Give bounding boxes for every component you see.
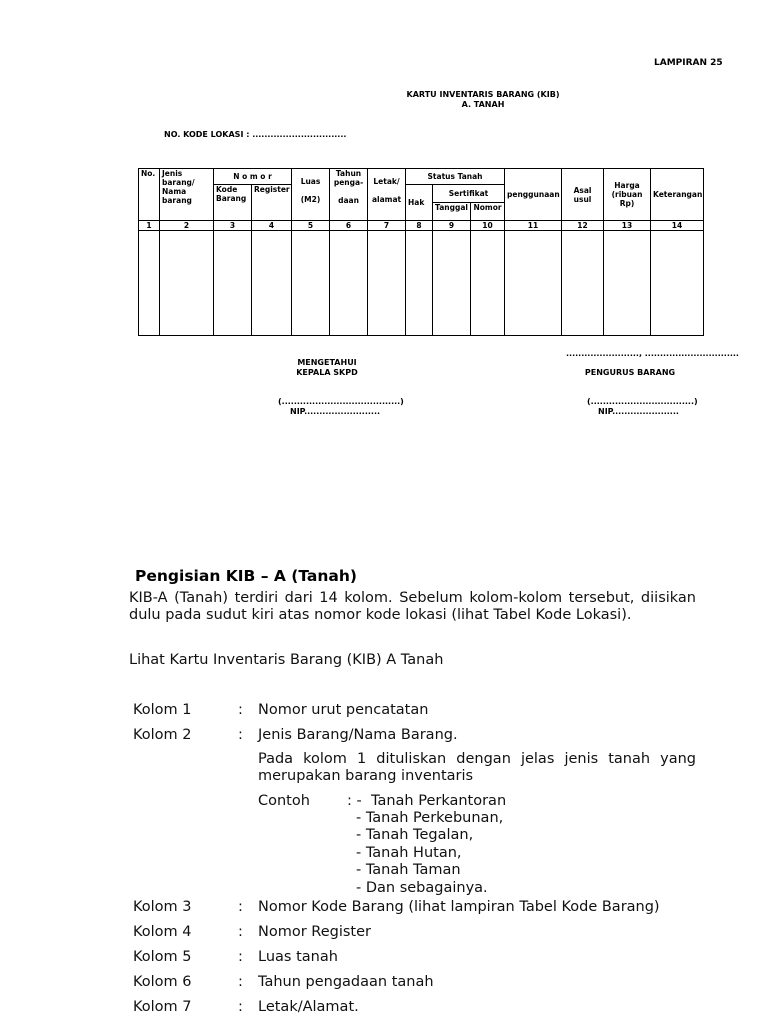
kolom-label: Kolom 4 (133, 924, 192, 940)
header-tanggal: Tanggal (433, 203, 471, 221)
intro-paragraph: KIB-A (Tanah) terdiri dari 14 kolom. Sebelum kolom-kolom tersebut, diisikan dulu pada sudut kiri atas nomor kode lokasi (lihat Tabel Kode Lokasi). (129, 590, 696, 623)
kolom-label: Kolom 2 (133, 727, 192, 743)
header-status-tanah: Status Tanah (406, 169, 505, 185)
kolom-colon: : (238, 974, 243, 990)
kolom-label: Kolom 5 (133, 949, 192, 965)
kolom-label: Kolom 6 (133, 974, 192, 990)
col-number: 10 (471, 221, 505, 231)
kolom-desc: Nomor Register (258, 924, 371, 940)
nip-line-left: NIP......................... (290, 407, 381, 416)
column-number-row (139, 221, 704, 231)
kolom-desc: Luas tanah (258, 949, 338, 965)
inventory-table (138, 168, 704, 336)
header-hak: Hak (406, 185, 433, 221)
header-penggunaan: penggunaan (505, 169, 562, 221)
col-number: 6 (330, 221, 368, 231)
kepala-skpd-label: KEPALA SKPD (296, 368, 358, 377)
col-number: 9 (433, 221, 471, 231)
section-heading: Pengisian KIB – A (Tanah) (135, 567, 358, 585)
pengurus-barang-label: PENGURUS BARANG (584, 368, 676, 377)
kolom-desc: Jenis Barang/Nama Barang. (258, 727, 458, 743)
col-number: 2 (160, 221, 214, 231)
col-number: 8 (406, 221, 433, 231)
example-item: - Dan sebagainya. (356, 880, 488, 896)
kolom-desc: Tahun pengadaan tanah (258, 974, 434, 990)
col-number: 3 (214, 221, 252, 231)
signature-line-right: (..................................) (587, 397, 698, 406)
header-register: Register (252, 185, 292, 221)
col-number: 14 (651, 221, 704, 231)
kolom-label: Kolom 3 (133, 899, 192, 915)
sign-date-line: ........................, ............................... (566, 349, 739, 358)
mengetahui-label: MENGETAHUI (297, 358, 357, 367)
header-keterangan: Keterangan (651, 169, 704, 221)
example-item: Tanah Perkantoran (371, 793, 507, 809)
col-number: 4 (252, 221, 292, 231)
header-sertifikat: Sertifikat (433, 185, 505, 203)
contoh-label: Contoh (258, 793, 310, 809)
example-item: - Tanah Hutan, (356, 845, 462, 861)
reference-paragraph: Lihat Kartu Inventaris Barang (KIB) A Tanah (129, 652, 444, 668)
empty-body-row (139, 231, 704, 336)
kolom-colon: : (238, 924, 243, 940)
kolom-colon: : (238, 999, 243, 1015)
col-number: 5 (292, 221, 330, 231)
kolom-label: Kolom 7 (133, 999, 192, 1015)
header-tahun: Tahun penga- daan (330, 169, 368, 221)
signature-line-left: (.......................................) (278, 397, 404, 406)
col-number: 13 (604, 221, 651, 231)
header-jenis: Jenis barang/ Nama barang (160, 169, 214, 221)
kolom-label: Kolom 1 (133, 702, 192, 718)
example-item: - Tanah Perkebunan, (356, 810, 504, 826)
kolom-desc: Letak/Alamat. (258, 999, 359, 1015)
kolom-colon: : (238, 949, 243, 965)
header-asal-usul: Asal usul (562, 169, 604, 221)
kolom-colon: : (238, 727, 243, 743)
card-subtitle: A. TANAH (461, 100, 505, 109)
kolom-desc: Nomor urut pencatatan (258, 702, 429, 718)
example-item: - Tanah Tegalan, (356, 827, 474, 843)
header-nomor-sertifikat: Nomor (471, 203, 505, 221)
kolom-colon: : (238, 899, 243, 915)
nip-line-right: NIP...................... (598, 407, 679, 416)
header-letak: Letak/ alamat (368, 169, 406, 221)
col-number: 11 (505, 221, 562, 231)
col-number: 12 (562, 221, 604, 231)
header-harga: Harga (ribuan Rp) (604, 169, 651, 221)
header-luas: Luas (M2) (292, 169, 330, 221)
kolom-desc: Nomor Kode Barang (lihat lampiran Tabel Kode Barang) (258, 899, 660, 915)
lampiran-label: LAMPIRAN 25 (654, 58, 723, 68)
kode-lokasi-line: NO. KODE LOKASI : ............................... (164, 130, 347, 139)
col-number: 1 (139, 221, 160, 231)
card-title: KARTU INVENTARIS BARANG (KIB) (406, 90, 560, 99)
kolom2-explanation: Pada kolom 1 dituliskan dengan jelas jenis tanah yang merupakan barang inventaris (258, 751, 696, 784)
kolom-colon: : (238, 702, 243, 718)
col-number: 7 (368, 221, 406, 231)
header-nomor: N o m o r (214, 169, 292, 185)
header-kode-barang: Kode Barang (214, 185, 252, 221)
contoh-colon: : - (347, 793, 362, 809)
example-item: - Tanah Taman (356, 862, 461, 878)
header-no: No. (139, 169, 160, 221)
